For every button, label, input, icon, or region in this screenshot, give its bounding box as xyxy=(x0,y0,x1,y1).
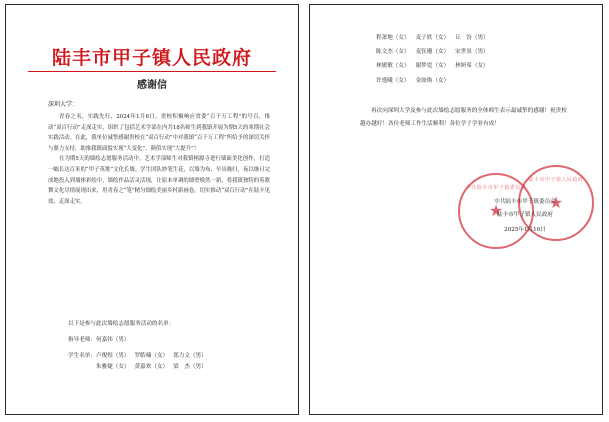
student-row xyxy=(68,351,278,362)
student-name: 程萧地（女） xyxy=(376,35,410,41)
star-icon: ★ xyxy=(488,201,504,220)
body-paragraph-2: 在为期5天的墙绘志愿服务活动中，艺术学部师生对我镇榕源寺进行墙面美化创作，打造一幅长达百米的“甲子英歌”文化长墙。学生团队妙笔生花，以墙为布，早出晚归，夜以继日完成地投入到墙体彩绘中，墙绘作品活灵活现，让原本单调的墙壁焕然一新，将我镇独特的英歌舞文化尽情展现出来，用青春之“笔”精匀细绘美丽乡村新画卷，切实推动“双百行动”在陆丰见效、走深走实。 xyxy=(48,156,270,205)
student-name: 许逸曦（女） xyxy=(376,77,410,84)
star-icon: ★ xyxy=(548,193,564,212)
student-name: 谢梦霓（女） xyxy=(415,63,450,70)
student-name: 丘 汾（男） xyxy=(455,35,489,41)
student-name: 罗皓楠（女） xyxy=(134,353,169,359)
instructor-line xyxy=(68,335,130,343)
student-row xyxy=(376,45,576,59)
list-intro: 以下是参与此次墙绘志愿服务活动的名单： xyxy=(68,321,175,327)
student-list xyxy=(68,351,278,372)
document-title: 感谢信 xyxy=(137,80,167,91)
student-name: 卢俊煜（男） xyxy=(96,353,130,359)
student-list-continued xyxy=(376,31,576,88)
student-name: 郑力文（男） xyxy=(173,353,207,359)
seal-text: 陆丰市甲子镇人民政府 xyxy=(528,177,584,183)
student-name: 林敏敏（女） xyxy=(376,63,410,70)
signature-org-1: 中共陆丰市甲子镇委员会 xyxy=(494,199,556,205)
letterhead-rule xyxy=(28,71,276,72)
student-name: 金如焕（女） xyxy=(415,77,450,84)
seal-text: 中共陆丰市甲子镇委员会 xyxy=(465,185,527,191)
student-name: 麦钰珊（女） xyxy=(415,49,450,56)
student-name: 黄嘉欢（女） xyxy=(134,363,169,370)
students-label: 学生名单： xyxy=(68,353,96,359)
student-name: 陈文杰（女） xyxy=(376,49,410,56)
student-row xyxy=(376,59,576,73)
student-name: 麦子欣（女） xyxy=(415,35,450,41)
student-name: 宋世景（男） xyxy=(455,49,489,56)
letterhead-title: 陆丰市甲子镇人民政府 xyxy=(51,47,252,69)
student-name: 梁 杰（男） xyxy=(173,363,207,370)
salutation: 深圳大学： xyxy=(48,101,79,108)
letter-page-right xyxy=(309,4,603,415)
closing-paragraph: 再次向深圳大学及参与此次墙绘志愿服务的全体师生表示最诚挚的感谢！祝贵校越办越好！各位老师工作生活顺利！各位学子学业有成！ xyxy=(360,108,567,127)
student-name: 林妍希（女） xyxy=(455,63,489,70)
letter-page-left xyxy=(5,4,299,415)
instructor-name: 何嘉伟（男） xyxy=(95,337,130,343)
student-name: 朱雅婕（女） xyxy=(96,363,130,370)
student-row xyxy=(376,74,576,88)
student-row xyxy=(376,31,576,45)
closing-block xyxy=(360,105,570,131)
signature-org-2: 陆丰市甲子镇人民政府 xyxy=(497,212,553,218)
body-paragraph-1: 青春之名，实践先行，2024年1月6日，贵校积极响应省委“百千万工程”的号召，推动“双百行动”走深走实，组织了包括艺术学部在内共18名师生到我镇开展为期5天的寒期社会实践活动。在此，我单位诚挚感谢贵校在“双百行动”中对我镇“百千万工程”所给予的深切关怀与鼎力支持，助推我镇面貌实现“大变化”，颜值实现“大提升”！ xyxy=(48,114,270,152)
student-row xyxy=(68,362,278,373)
instructor-label: 指导老师： xyxy=(68,337,96,343)
signature-date: 2025年1月10日 xyxy=(504,227,546,233)
letter-body xyxy=(48,112,270,207)
